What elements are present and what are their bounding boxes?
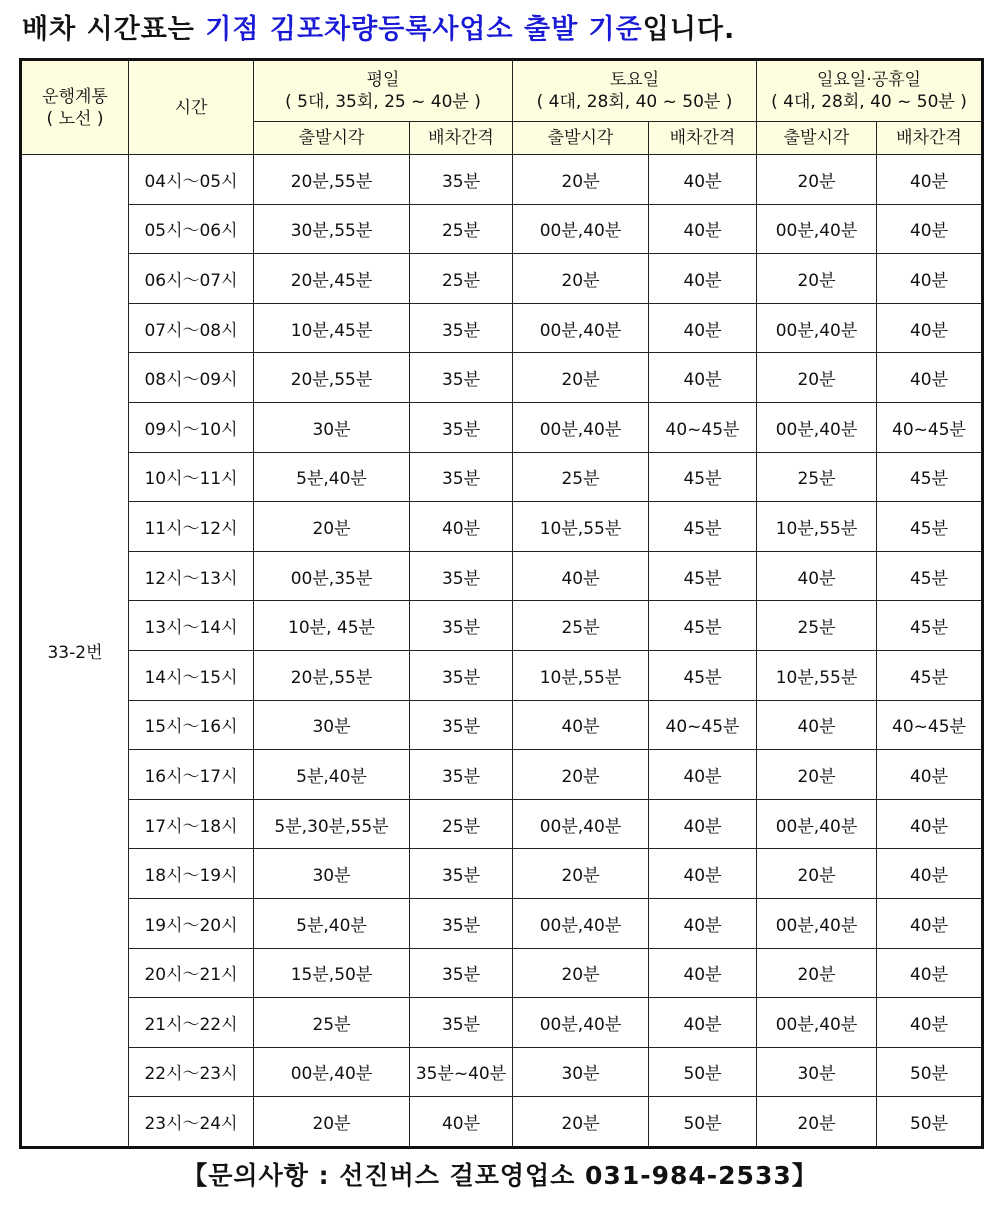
route-column-label: 운행계통 <box>42 86 108 107</box>
weekday-interval-cell: 25분 <box>410 254 513 304</box>
saturday-depart-cell: 20분 <box>513 353 649 403</box>
sunday-interval-cell: 40분 <box>877 204 983 254</box>
saturday-interval-cell: 50분 <box>649 1047 757 1097</box>
weekday-interval-cell: 35분 <box>410 898 513 948</box>
saturday-interval-cell: 45분 <box>649 551 757 601</box>
sunday-depart-cell: 10분,55분 <box>757 502 877 552</box>
weekday-depart-cell: 00분,35분 <box>254 551 410 601</box>
time-cell: 16시～17시 <box>129 750 254 800</box>
saturday-depart-cell: 20분 <box>513 1097 649 1148</box>
sunday-depart-cell: 25분 <box>757 601 877 651</box>
saturday-interval-cell: 45분 <box>649 601 757 651</box>
saturday-interval-cell: 50분 <box>649 1097 757 1148</box>
weekday-interval-cell: 35분 <box>410 303 513 353</box>
time-cell: 09시～10시 <box>129 402 254 452</box>
saturday-interval-cell: 45분 <box>649 650 757 700</box>
table-row <box>21 402 983 452</box>
sunday-depart-cell: 00분,40분 <box>757 402 877 452</box>
weekday-interval-cell: 35분 <box>410 650 513 700</box>
time-cell: 18시～19시 <box>129 849 254 899</box>
sunday-depart-cell: 20분 <box>757 1097 877 1148</box>
table-row <box>21 155 983 205</box>
saturday-interval-cell: 40분 <box>649 799 757 849</box>
sunday-depart-cell: 10분,55분 <box>757 650 877 700</box>
sunday-interval-cell: 40분 <box>877 254 983 304</box>
saturday-depart-cell: 00분,40분 <box>513 799 649 849</box>
sunday-interval-cell: 40분 <box>877 750 983 800</box>
sunday-interval-cell: 40분 <box>877 898 983 948</box>
page-title <box>22 8 735 52</box>
sunday-interval-header: 배차간격 <box>877 122 983 155</box>
sunday-depart-cell: 40분 <box>757 700 877 750</box>
saturday-interval-cell: 40분 <box>649 998 757 1048</box>
weekday-depart-cell: 30분 <box>254 700 410 750</box>
saturday-interval-cell: 40분 <box>649 750 757 800</box>
time-cell: 05시～06시 <box>129 204 254 254</box>
saturday-interval-cell: 40분 <box>649 849 757 899</box>
weekday-depart-cell: 25분 <box>254 998 410 1048</box>
time-cell: 17시～18시 <box>129 799 254 849</box>
weekday-depart-cell: 00분,40분 <box>254 1047 410 1097</box>
sunday-interval-cell: 40분 <box>877 849 983 899</box>
sunday-interval-cell: 45분 <box>877 502 983 552</box>
time-cell: 23시～24시 <box>129 1097 254 1148</box>
time-cell: 06시～07시 <box>129 254 254 304</box>
weekday-depart-cell: 30분,55분 <box>254 204 410 254</box>
saturday-depart-header: 출발시각 <box>513 122 649 155</box>
saturday-depart-cell: 30분 <box>513 1047 649 1097</box>
sunday-interval-cell: 40분 <box>877 353 983 403</box>
sunday-depart-cell: 30분 <box>757 1047 877 1097</box>
sunday-interval-cell: 50분 <box>877 1097 983 1148</box>
weekday-depart-cell: 15분,50분 <box>254 948 410 998</box>
time-cell: 15시～16시 <box>129 700 254 750</box>
saturday-interval-cell: 40~45분 <box>649 700 757 750</box>
title-highlight: 기점 김포차량등록사업소 출발 기준 <box>205 14 643 45</box>
saturday-interval-cell: 40분 <box>649 155 757 205</box>
table-row <box>21 998 983 1048</box>
table-row <box>21 254 983 304</box>
table-row <box>21 799 983 849</box>
weekday-depart-cell: 30분 <box>254 402 410 452</box>
time-cell: 20시～21시 <box>129 948 254 998</box>
weekday-depart-cell: 20분,55분 <box>254 155 410 205</box>
time-cell: 04시～05시 <box>129 155 254 205</box>
sunday-interval-cell: 40분 <box>877 948 983 998</box>
sunday-depart-cell: 40분 <box>757 551 877 601</box>
weekday-interval-cell: 35분 <box>410 948 513 998</box>
weekday-depart-cell: 10분, 45분 <box>254 601 410 651</box>
sunday-interval-cell: 40분 <box>877 998 983 1048</box>
weekday-interval-cell: 40분 <box>410 1097 513 1148</box>
table-row <box>21 898 983 948</box>
saturday-depart-cell: 00분,40분 <box>513 402 649 452</box>
weekday-label: 평일 <box>366 70 400 90</box>
time-cell: 13시～14시 <box>129 601 254 651</box>
table-row <box>21 452 983 502</box>
sunday-depart-cell: 20분 <box>757 750 877 800</box>
table-row <box>21 750 983 800</box>
weekday-interval-cell: 35분~40분 <box>410 1047 513 1097</box>
title-suffix: 입니다. <box>642 14 736 45</box>
sunday-depart-cell: 00분,40분 <box>757 898 877 948</box>
table-row <box>21 700 983 750</box>
weekday-depart-cell: 20분,55분 <box>254 353 410 403</box>
route-number-cell: 33-2번 <box>21 155 129 1148</box>
saturday-interval-cell: 40분 <box>649 303 757 353</box>
saturday-depart-cell: 00분,40분 <box>513 998 649 1048</box>
time-cell: 08시～09시 <box>129 353 254 403</box>
sunday-depart-cell: 20분 <box>757 948 877 998</box>
time-cell: 12시～13시 <box>129 551 254 601</box>
sunday-depart-cell: 00분,40분 <box>757 303 877 353</box>
weekday-interval-cell: 35분 <box>410 700 513 750</box>
time-cell: 14시～15시 <box>129 650 254 700</box>
saturday-depart-cell: 25분 <box>513 601 649 651</box>
weekday-depart-cell: 20분,55분 <box>254 650 410 700</box>
sunday-holiday-header <box>757 60 983 122</box>
saturday-interval-cell: 45분 <box>649 502 757 552</box>
time-cell: 10시～11시 <box>129 452 254 502</box>
saturday-depart-cell: 20분 <box>513 155 649 205</box>
weekday-interval-cell: 35분 <box>410 402 513 452</box>
saturday-interval-cell: 40~45분 <box>649 402 757 452</box>
saturday-label: 토요일 <box>609 70 660 90</box>
saturday-depart-cell: 20분 <box>513 750 649 800</box>
saturday-depart-cell: 20분 <box>513 254 649 304</box>
schedule-body <box>21 155 983 1148</box>
sunday-interval-cell: 40~45분 <box>877 402 983 452</box>
sunday-interval-cell: 45분 <box>877 650 983 700</box>
saturday-depart-cell: 20분 <box>513 948 649 998</box>
weekday-interval-header: 배차간격 <box>410 122 513 155</box>
table-row <box>21 1047 983 1097</box>
time-column-header: 시간 <box>129 60 254 155</box>
saturday-interval-cell: 45분 <box>649 452 757 502</box>
table-row <box>21 849 983 899</box>
sunday-depart-cell: 00분,40분 <box>757 799 877 849</box>
saturday-detail: ( 4대, 28회, 40 ~ 50분 ) <box>536 92 733 112</box>
weekday-depart-header: 출발시각 <box>254 122 410 155</box>
sunday-depart-cell: 00분,40분 <box>757 204 877 254</box>
weekday-header <box>254 60 513 122</box>
weekday-interval-cell: 35분 <box>410 353 513 403</box>
table-row <box>21 948 983 998</box>
weekday-depart-cell: 20분 <box>254 502 410 552</box>
route-column-sublabel: ( 노선 ) <box>46 108 104 129</box>
table-row <box>21 650 983 700</box>
weekday-depart-cell: 5분,40분 <box>254 750 410 800</box>
sunday-interval-cell: 45분 <box>877 551 983 601</box>
weekday-depart-cell: 5분,40분 <box>254 452 410 502</box>
weekday-depart-cell: 5분,30분,55분 <box>254 799 410 849</box>
saturday-depart-cell: 25분 <box>513 452 649 502</box>
weekday-interval-cell: 35분 <box>410 155 513 205</box>
saturday-interval-cell: 40분 <box>649 254 757 304</box>
weekday-interval-cell: 35분 <box>410 849 513 899</box>
weekday-interval-cell: 25분 <box>410 799 513 849</box>
sunday-interval-cell: 40분 <box>877 799 983 849</box>
saturday-depart-cell: 00분,40분 <box>513 204 649 254</box>
sunday-depart-cell: 00분,40분 <box>757 998 877 1048</box>
sunday-interval-cell: 45분 <box>877 601 983 651</box>
saturday-interval-cell: 40분 <box>649 948 757 998</box>
weekday-interval-cell: 40분 <box>410 502 513 552</box>
weekday-depart-cell: 10분,45분 <box>254 303 410 353</box>
weekday-depart-cell: 30분 <box>254 849 410 899</box>
weekday-interval-cell: 35분 <box>410 551 513 601</box>
weekday-interval-cell: 35분 <box>410 452 513 502</box>
weekday-interval-cell: 35분 <box>410 601 513 651</box>
table-row <box>21 303 983 353</box>
saturday-depart-cell: 00분,40분 <box>513 898 649 948</box>
time-cell: 07시～08시 <box>129 303 254 353</box>
table-row <box>21 1097 983 1148</box>
weekday-depart-cell: 20분 <box>254 1097 410 1148</box>
weekday-depart-cell: 20분,45분 <box>254 254 410 304</box>
saturday-depart-cell: 10분,55분 <box>513 502 649 552</box>
table-row <box>21 601 983 651</box>
saturday-header <box>513 60 757 122</box>
weekday-interval-cell: 25분 <box>410 204 513 254</box>
time-cell: 11시～12시 <box>129 502 254 552</box>
sunday-depart-cell: 20분 <box>757 849 877 899</box>
weekday-interval-cell: 35분 <box>410 998 513 1048</box>
saturday-depart-cell: 00분,40분 <box>513 303 649 353</box>
saturday-interval-cell: 40분 <box>649 898 757 948</box>
time-cell: 19시～20시 <box>129 898 254 948</box>
title-prefix: 배차 시간표는 <box>22 14 206 45</box>
table-row <box>21 353 983 403</box>
sunday-interval-cell: 50분 <box>877 1047 983 1097</box>
saturday-depart-cell: 20분 <box>513 849 649 899</box>
saturday-interval-cell: 40분 <box>649 353 757 403</box>
weekday-depart-cell: 5분,40분 <box>254 898 410 948</box>
saturday-depart-cell: 40분 <box>513 551 649 601</box>
sunday-depart-cell: 25분 <box>757 452 877 502</box>
sunday-interval-cell: 45분 <box>877 452 983 502</box>
sunday-holiday-label: 일요일·공휴일 <box>817 70 921 90</box>
contact-footer: 【문의사항 : 선진버스 걸포영업소 031-984-2533】 <box>182 1161 818 1190</box>
saturday-interval-header: 배차간격 <box>649 122 757 155</box>
sunday-depart-cell: 20분 <box>757 254 877 304</box>
table-row <box>21 502 983 552</box>
time-cell: 21시～22시 <box>129 998 254 1048</box>
sunday-interval-cell: 40~45분 <box>877 700 983 750</box>
weekday-detail: ( 5대, 35회, 25 ~ 40분 ) <box>285 92 481 112</box>
sunday-depart-header: 출발시각 <box>757 122 877 155</box>
route-column-header <box>21 60 129 155</box>
saturday-depart-cell: 10분,55분 <box>513 650 649 700</box>
schedule-table <box>19 58 984 1149</box>
saturday-depart-cell: 40분 <box>513 700 649 750</box>
sunday-holiday-detail: ( 4대, 28회, 40 ~ 50분 ) <box>771 92 967 112</box>
weekday-interval-cell: 35분 <box>410 750 513 800</box>
sunday-depart-cell: 20분 <box>757 155 877 205</box>
sunday-interval-cell: 40분 <box>877 303 983 353</box>
sunday-depart-cell: 20분 <box>757 353 877 403</box>
sunday-interval-cell: 40분 <box>877 155 983 205</box>
table-row <box>21 551 983 601</box>
time-cell: 22시～23시 <box>129 1047 254 1097</box>
saturday-interval-cell: 40분 <box>649 204 757 254</box>
table-row <box>21 204 983 254</box>
